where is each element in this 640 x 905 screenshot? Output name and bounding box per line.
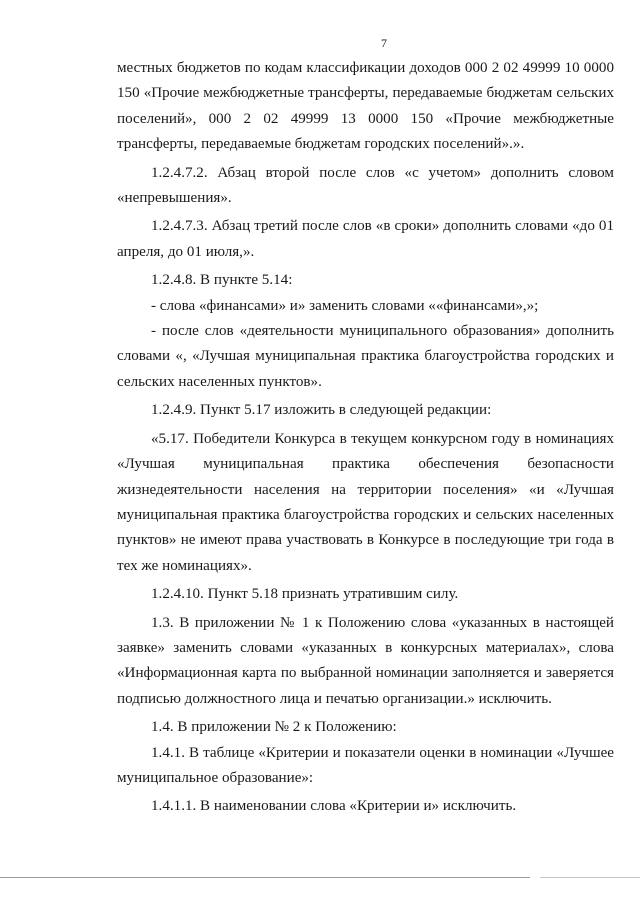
paragraph: «5.17. Победители Конкурса в текущем конкурсном году в номинациях «Лучшая муниципальная практика обеспечения безопасности жизнедеятельности населения на территории поселения» «и «Лучшая муниципальная практика благоустройства городских и сельских населенных пунктов» не имеют права участвовать в Конкурсе в последующие три года в тех же номинациях». <box>117 430 614 574</box>
paragraph: 1.4. В приложении № 2 к Положению: <box>151 719 397 736</box>
paragraph: 1.4.1. В таблице «Критерии и показатели оценки в номинации «Лучшее муниципальное образование»: <box>117 744 614 786</box>
paragraph: - после слов «деятельности муниципального образования» дополнить словами «, «Лучшая муниципальная практика благоустройства городских и сельских населенных пунктов». <box>117 323 614 390</box>
paragraph: 1.3. В приложении № 1 к Положению слова «указанных в настоящей заявке» заменить словами «указанных в конкурсных материалах», слова «Информационная карта по выбранной номинации заполняется и заверяется подписью должностного лица и печатью организации.» исключить. <box>117 614 614 707</box>
paragraph: 1.2.4.10. Пункт 5.18 признать утратившим силу. <box>151 586 459 603</box>
paragraph: 1.2.4.9. Пункт 5.17 изложить в следующей редакции: <box>151 402 492 419</box>
page-number: 7 <box>381 36 387 50</box>
paragraph: 1.2.4.8. В пункте 5.14: <box>151 272 293 289</box>
document-body <box>117 56 614 820</box>
paragraph: 1.2.4.7.2. Абзац второй после слов «с учетом» дополнить словом «непревышения». <box>117 164 614 207</box>
footer-divider <box>540 877 640 878</box>
paragraph: 1.2.4.7.3. Абзац третий после слов «в сроки» дополнить словами «до 01 апреля, до 01 июля,». <box>117 218 614 260</box>
paragraph: местных бюджетов по кодам классификации доходов 000 2 02 49999 10 0000 150 «Прочие межбюджетные трансферты, передаваемые бюджетам сельских поселений», 000 2 02 49999 13 0000 150 «Прочие межбюджетные трансферты, передаваемые бюджетам городских поселений».». <box>117 60 614 153</box>
paragraph: - слова «финансами» и» заменить словами ««финансами»,»; <box>151 297 539 314</box>
footer-divider <box>0 877 530 878</box>
paragraph: 1.4.1.1. В наименовании слова «Критерии и» исключить. <box>151 798 517 815</box>
